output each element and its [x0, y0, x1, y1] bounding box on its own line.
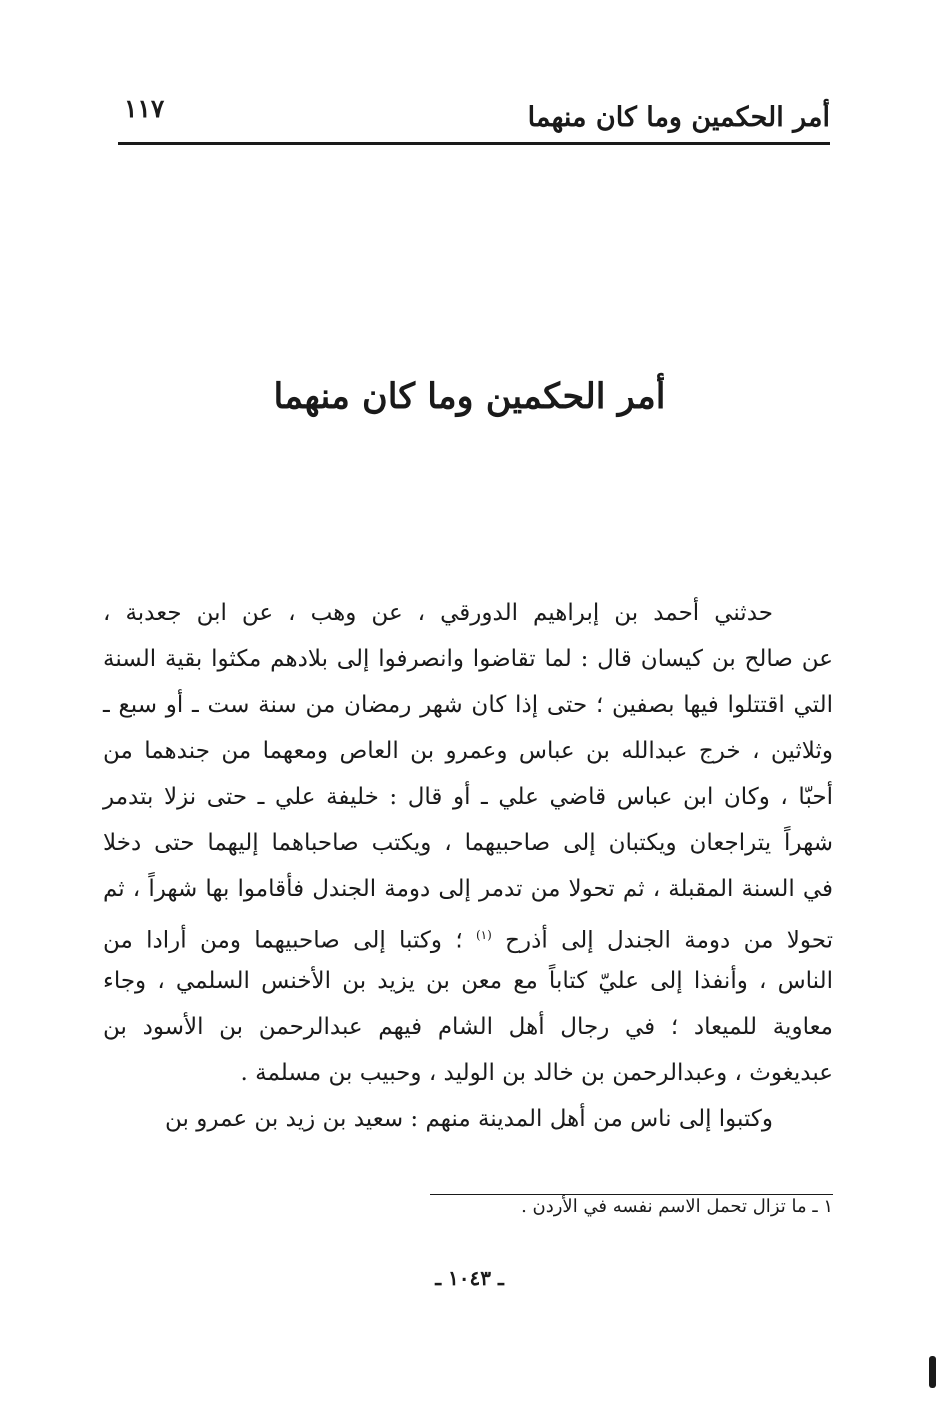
- body-line: الناس ، وأنفذا إلى عليّ كتاباً مع معن بن يزيد بن الأخنس السلمي ، وجاء: [103, 968, 833, 994]
- running-header: [118, 92, 830, 145]
- body-line: وكتبوا إلى ناس من أهل المدينة منهم : سعيد بن زيد بن عمرو بن: [165, 1106, 773, 1132]
- body-line: أحبّا ، وكان ابن عباس قاضي علي ـ أو قال : خليفة علي ـ حتى نزلا بتدمر: [103, 784, 833, 810]
- body-line: في السنة المقبلة ، ثم تحولا من تدمر إلى دومة الجندل فأقاموا بها شهراً ، ثم: [103, 876, 833, 902]
- body-line: عن صالح بن كيسان قال : لما تقاضوا وانصرفوا إلى بلادهم مكثوا بقية السنة: [103, 646, 833, 672]
- folio-number: ـ ١٠٤٣ ـ: [435, 1266, 504, 1290]
- running-title: أمر الحكمين وما كان منهما: [527, 102, 830, 133]
- chapter-title: أمر الحكمين وما كان منهما: [273, 376, 666, 417]
- body-line-start: تحولا من دومة الجندل إلى أذرح: [505, 927, 834, 954]
- body-line: حدثني أحمد بن إبراهيم الدورقي ، عن وهب ، عن ابن جعدبة ،: [103, 600, 773, 626]
- footnote: ١ ـ ما تزال تحمل الاسم نفسه في الأردن .: [521, 1196, 833, 1217]
- footnote-reference[interactable]: (١): [475, 928, 492, 942]
- body-line: التي اقتتلوا فيها بصفين ؛ حتى إذا كان شهر رمضان من سنة ست ـ أو سبع ـ: [103, 692, 833, 718]
- body-line: شهراً يتراجعان ويكتبان إلى صاحبيهما ، ويكتب صاحباهما إليهما حتى دخلا: [103, 830, 833, 856]
- body-line: معاوية للميعاد ؛ في رجال أهل الشام فيهم عبدالرحمن بن الأسود بن: [103, 1014, 833, 1040]
- body-line: عبديغوث ، وعبدالرحمن بن خالد بن الوليد ، وحبيب بن مسلمة .: [240, 1060, 833, 1086]
- body-line: وثلاثين ، خرج عبدالله بن عباس وعمرو بن العاص ومعهما من جندهما من: [103, 738, 833, 764]
- body-line-with-footnote: [103, 912, 833, 958]
- footnote-divider: [430, 1194, 833, 1195]
- body-line-end: ؛ وكتبا إلى صاحبيهما ومن أرادا من: [103, 927, 463, 954]
- body-text: [103, 590, 833, 1142]
- scan-edge-mark: [929, 1356, 936, 1388]
- page-number: ١١٧: [124, 94, 165, 123]
